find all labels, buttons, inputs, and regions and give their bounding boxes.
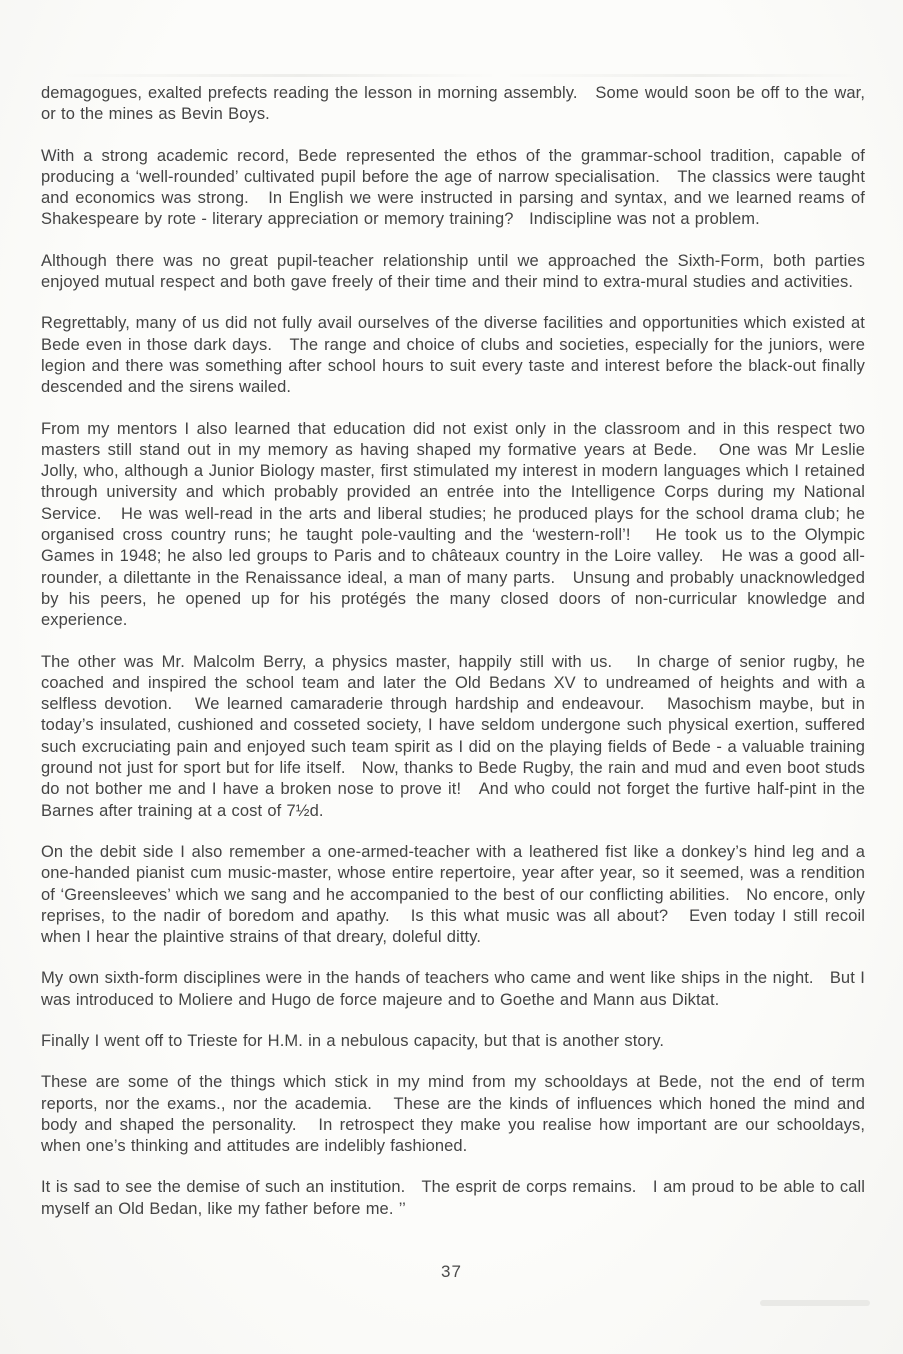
page-number: 37 bbox=[441, 1262, 462, 1281]
scan-artifact bbox=[60, 74, 860, 77]
paragraph: Finally I went off to Trieste for H.M. in a nebulous capacity, but that is another story. bbox=[41, 1031, 665, 1050]
paragraph: From my mentors I also learned that education did not exist only in the classroom and in this respect two masters still stand out in my memory as having shaped my formative years at Bede. One was Mr Leslie Jolly, who, although a Junior Biology master, first stimulated my interest in modern languages which I retained through university and which probably provided an entrée into the Intelligence Corps during my National Service. He was well-read in the arts and liberal studies; he produced plays for the school drama club; he organised cross country runs; he taught pole-vaulting and the ‘western-roll’! He took us to the Olympic Games in 1948; he also led groups to Paris and to châteaux country in the Loire valley. He was a good all-rounder, a dilettante in the Renaissance ideal, a man of many parts. Unsung and probably unacknowledged by his peers, he opened up for his protégés the many closed doors of non-curricular knowledge and experience. bbox=[41, 419, 865, 630]
paragraph: It is sad to see the demise of such an institution. The esprit de corps remains. I am proud to be able to call myself an Old Bedan, like my father before me. ’’ bbox=[41, 1178, 865, 1218]
paragraph: These are some of the things which stick in my mind from my schooldays at Bede, not the end of term reports, nor the exams., nor the academia. These are the kinds of influences which honed the mind and body and shaped the personality. In retrospect they make you realise how important are our schooldays, when one’s thinking and attitudes are indelibly fashioned. bbox=[41, 1073, 865, 1156]
paragraph: The other was Mr. Malcolm Berry, a physics master, happily still with us. In charge of senior rugby, he coached and inspired the school team and later the Old Bedans XV to undreamed of heights and with a selfless devotion. We learned camaraderie through hardship and endeavour. Masochism maybe, but in today’s insulated, cushioned and cosseted society, I have seldom undergone such physical exertion, suffered such excruciating pain and enjoyed such team spirit as I did on the playing fields of Bede - a valuable training ground not just for sport but for life itself. Now, thanks to Bede Rugby, the rain and mud and even boot studs do not bother me and I have a broken nose to prove it! And who could not forget the furtive half-pint in the Barnes after training at a cost of 7½d. bbox=[41, 652, 865, 820]
paragraph: On the debit side I also remember a one-armed-teacher with a leathered fist like a donkey’s hind leg and a one-handed pianist cum music-master, whose entire repertoire, year after year, so it seemed, was a rendition of ‘Greensleeves’ which we sang and he accompanied to the best of our conflicting abilities. No encore, only reprises, to the nadir of boredom and apathy. Is this what music was all about? Even today I still recoil when I hear the plaintive strains of that dreary, doleful ditty. bbox=[41, 842, 865, 947]
paragraph: demagogues, exalted prefects reading the lesson in morning assembly. Some would soon be off to the war, or to the mines as Bevin Boys. bbox=[41, 84, 865, 124]
paragraph: Although there was no great pupil-teacher relationship until we approached the Sixth-Form, both parties enjoyed mutual respect and both gave freely of their time and their mind to extra-mural studies and activities. bbox=[41, 251, 865, 292]
paragraph: With a strong academic record, Bede represented the ethos of the grammar-school tradition, capable of producing a ‘well-rounded’ cultivated pupil before the age of narrow specialisation. The classics were taught and economics was strong. In English we were instructed in parsing and syntax, and we learned reams of Shakespeare by rote - literary appreciation or memory training? Indiscipline was not a problem. bbox=[41, 146, 865, 229]
body-text bbox=[41, 83, 865, 1240]
scan-smudge bbox=[760, 1300, 870, 1306]
paragraph: Regrettably, many of us did not fully avail ourselves of the diverse facilities and opportunities which existed at Bede even in those dark days. The range and choice of clubs and societies, especially for the juniors, were legion and there was something after school hours to suit every taste and interest before the black-out finally descended and the sirens wailed. bbox=[41, 314, 865, 397]
paragraph: My own sixth-form disciplines were in the hands of teachers who came and went like ships in the night. But I was introduced to Moliere and Hugo de force majeure and to Goethe and Mann aus Diktat. bbox=[41, 969, 865, 1009]
